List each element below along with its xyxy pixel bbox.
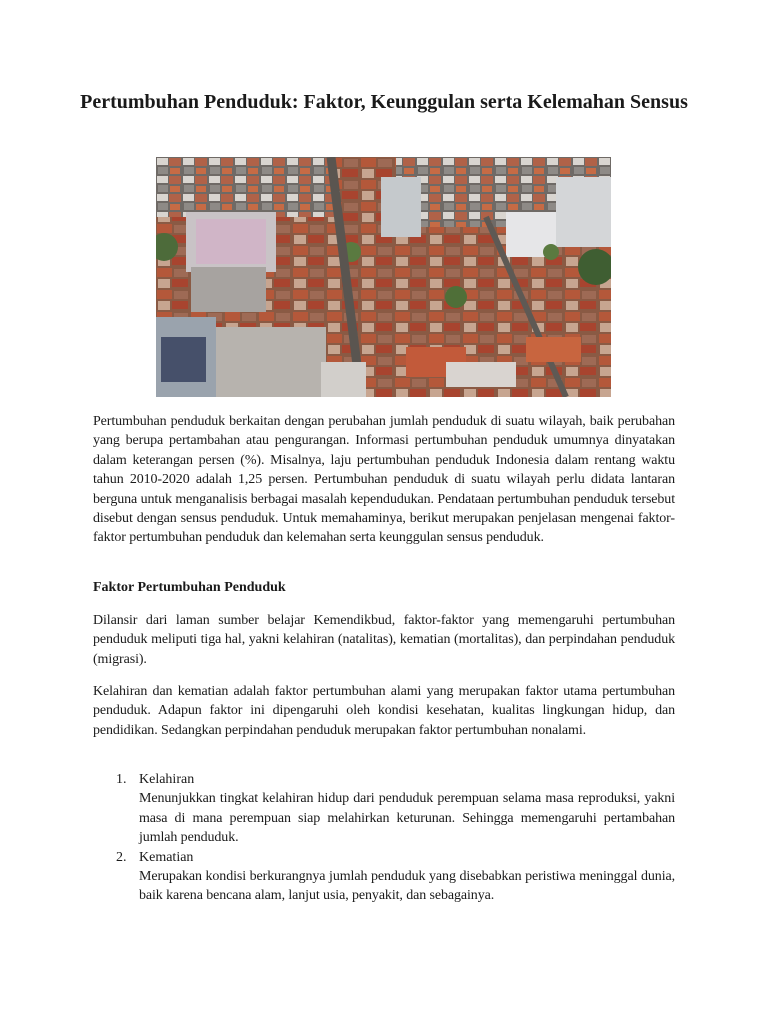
list-number: 2. [116, 849, 127, 865]
natural-factors-paragraph: Kelahiran dan kematian adalah faktor pertumbuhan alami yang merupakan faktor utama pertumbuhan penduduk. Adapun faktor ini dipengaruhi oleh kondisi kesehatan, kualitas lingkungan hidup, dan pendidikan. Sedangkan perpindahan penduduk merupakan faktor pertumbuhan nonalami. [93, 684, 675, 738]
list-number: 1. [116, 772, 127, 787]
aerial-city-photo [156, 157, 611, 397]
list-description: Menunjukkan tingkat kelahiran hidup dari penduduk perempuan selama masa reproduksi, yakni masa di mana perempuan siap melahirkan keturunan. Sehingga memengaruhi pertambahan jumlah penduduk. [139, 791, 675, 846]
section-heading: Faktor Pertumbuhan Penduduk [93, 580, 286, 595]
article-title: Pertumbuhan Penduduk: Faktor, Keunggulan serta Kelemahan Sensus [80, 91, 688, 113]
intro-paragraph: Pertumbuhan penduduk berkaitan dengan perubahan jumlah penduduk di suatu wilayah, baik perubahan yang berupa pertambahan atau pengurangan. Informasi pertumbuhan penduduk umumnya dinyatakan dalam keterangan persen (%). Misalnya, laju pertumbuhan penduduk Indonesia dalam rentang waktu tahun 2010-2020 adalah 1,25 persen. Pertumbuhan penduduk di suatu wilayah perlu didata lantaran berguna untuk menganalisis berbagai masalah kependudukan. Pendataan pertumbuhan penduduk tersebut disebut dengan sensus penduduk. Untuk memahaminya, berikut merupakan penjelasan mengenai faktor-faktor pertumbuhan penduduk dan kelemahan serta keunggulan sensus penduduk. [93, 414, 675, 546]
list-item [93, 848, 675, 906]
list-item [93, 770, 675, 848]
factors-list [93, 770, 675, 906]
list-description: Merupakan kondisi berkurangnya jumlah penduduk yang disebabkan peristiwa meninggal dunia, baik karena bencana alam, lanjut usia, penyakit, dan sebagainya. [139, 869, 675, 904]
list-term: Kelahiran [139, 772, 195, 787]
list-term: Kematian [139, 849, 194, 865]
factors-paragraph: Dilansir dari laman sumber belajar Kemendikbud, faktor-faktor yang memengaruhi pertumbuhan penduduk meliputi tiga hal, yakni kelahiran (natalitas), kematian (mortalitas), dan perpindahan penduduk (migrasi). [93, 613, 675, 667]
